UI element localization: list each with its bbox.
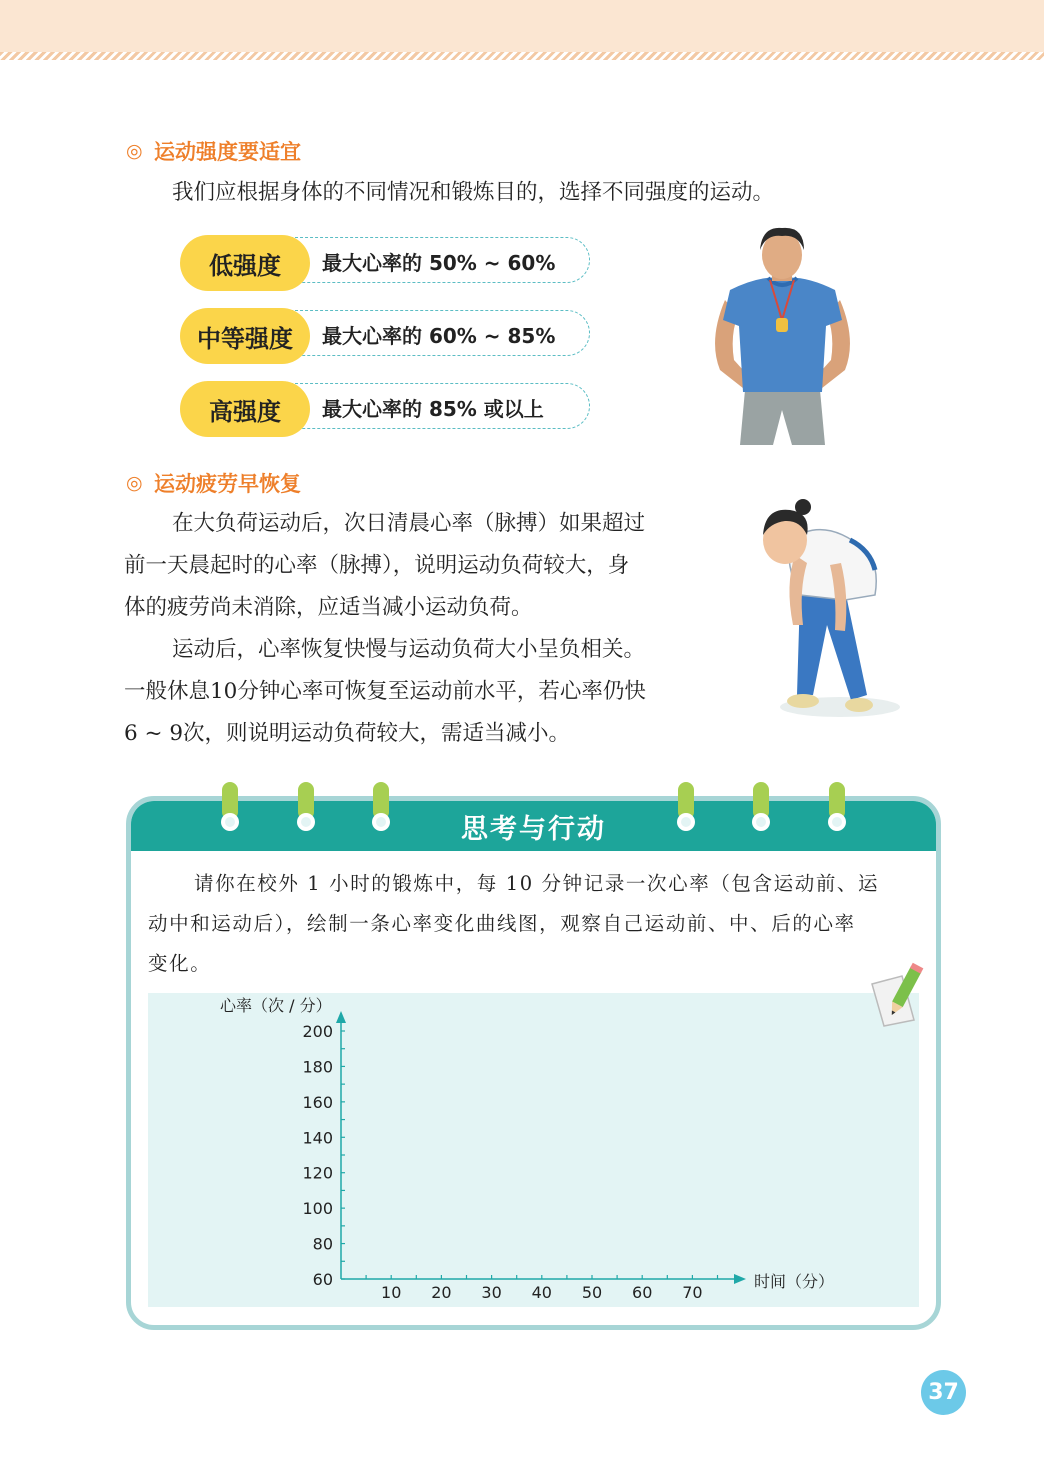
binder-ring-icon <box>750 782 772 832</box>
activity-line-1: 请你在校外 1 小时的锻炼中，每 10 分钟记录一次心率（包含运动前、运 <box>194 872 880 895</box>
intensity-row-medium <box>180 308 594 364</box>
x-tick-label: 40 <box>531 1283 552 1302</box>
recovery-line-5: 一般休息10分钟心率可恢复至运动前水平，若心率仍快 <box>124 679 646 704</box>
intensity-text: 最大心率的 85% 或以上 <box>322 396 544 421</box>
binder-ring-icon <box>675 782 697 832</box>
activity-title: 思考与行动 <box>461 813 606 845</box>
chart-axes <box>302 1011 746 1302</box>
binder-ring-icon <box>826 782 848 832</box>
recovery-line-1: 在大负荷运动后，次日清晨心率（脉搏）如果超过 <box>172 511 646 536</box>
intensity-intro: 我们应根据身体的不同情况和锻炼目的，选择不同强度的运动。 <box>172 180 775 205</box>
intensity-tag: 中等强度 <box>180 308 310 364</box>
y-tick-label: 80 <box>312 1234 333 1254</box>
y-axis-arrow <box>336 1011 346 1023</box>
intensity-text: 最大心率的 60% ~ 85% <box>322 323 556 348</box>
intensity-tag: 低强度 <box>180 235 310 291</box>
x-axis-label: 时间（分） <box>754 1272 835 1291</box>
heart-rate-chart <box>148 993 919 1307</box>
y-tick-label: 120 <box>302 1163 333 1183</box>
x-tick-label: 10 <box>381 1283 402 1302</box>
intensity-row-low <box>180 235 594 291</box>
section-title-text: 运动强度要适宜 <box>154 140 301 164</box>
tired-girl-illustration <box>755 495 915 735</box>
coach-illustration <box>700 220 865 450</box>
y-tick-label: 140 <box>302 1128 333 1148</box>
y-axis-label: 心率（次 / 分） <box>220 996 332 1015</box>
section-title-text: 运动疲劳早恢复 <box>154 472 301 496</box>
bullet-icon: ◎ <box>126 140 143 162</box>
activity-line-3: 变化。 <box>148 952 212 975</box>
x-axis-arrow <box>734 1274 746 1284</box>
x-tick-label: 60 <box>632 1283 653 1302</box>
intensity-text: 最大心率的 50% ~ 60% <box>322 250 556 275</box>
y-tick-label: 180 <box>302 1057 333 1077</box>
top-band <box>0 0 1044 52</box>
x-tick-label: 70 <box>682 1283 703 1302</box>
recovery-line-4: 运动后，心率恢复快慢与运动负荷大小呈负相关。 <box>172 637 646 662</box>
y-tick-label: 60 <box>312 1270 333 1289</box>
intensity-tag: 高强度 <box>180 381 310 437</box>
recovery-line-3: 体的疲劳尚未消除，应适当减小运动负荷。 <box>124 595 533 620</box>
page-number: 37 <box>921 1370 966 1415</box>
binder-ring-icon <box>370 782 392 832</box>
x-tick-label: 30 <box>481 1283 502 1302</box>
x-tick-label: 20 <box>431 1283 452 1302</box>
bullet-icon: ◎ <box>126 472 143 494</box>
y-tick-label: 100 <box>302 1199 333 1219</box>
binder-ring-icon <box>219 782 241 832</box>
section-title-intensity <box>126 136 301 166</box>
top-stripe <box>0 52 1044 60</box>
x-tick-label: 50 <box>581 1283 603 1302</box>
binder-ring-icon <box>295 782 317 832</box>
y-tick-label: 200 <box>302 1022 333 1041</box>
y-tick-label: 160 <box>302 1092 333 1112</box>
recovery-line-2: 前一天晨起时的心率（脉搏），说明运动负荷较大，身 <box>124 553 630 578</box>
section-title-recovery <box>126 468 301 498</box>
intensity-row-high <box>180 381 594 437</box>
recovery-line-6: 6 ~ 9次，则说明运动负荷较大，需适当减小。 <box>124 721 571 746</box>
activity-line-2: 动中和运动后），绘制一条心率变化曲线图，观察自己运动前、中、后的心率 <box>148 912 856 935</box>
